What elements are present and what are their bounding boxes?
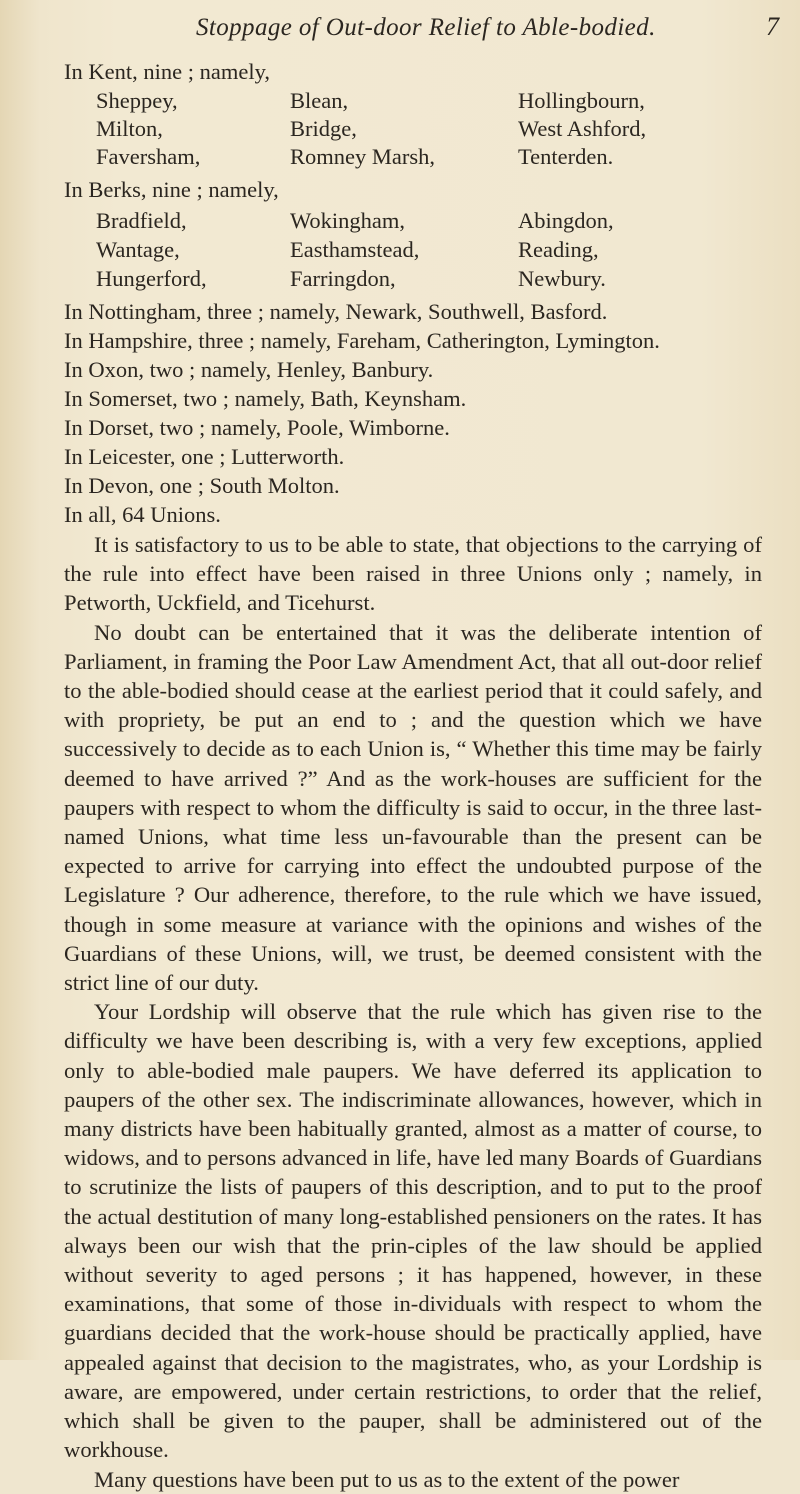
list-item: Newbury. — [518, 266, 606, 291]
county-line: In Oxon, two ; namely, Henley, Banbury. — [64, 357, 434, 382]
berks-intro: In Berks, nine ; namely, — [64, 177, 279, 202]
list-item: Hollingbourn, — [518, 88, 645, 113]
header-title: Stoppage of Out-door Relief to Able-bodied. — [196, 14, 656, 41]
list-item: Wantage, — [96, 237, 180, 262]
list-item: Sheppey, — [96, 88, 178, 113]
paragraph: It is satisfactory to us to be able to state, that objections to the carrying of the rule into effect have been raised in three Unions only ; namely, in Petworth, Uckfield, and Ticehurst. — [64, 532, 762, 616]
paragraph: Many questions have been put to us as to the extent of the power — [94, 1466, 680, 1492]
body-text — [64, 530, 762, 1494]
list-item: Farringdon, — [290, 266, 396, 291]
list-item: Bradfield, — [96, 208, 187, 233]
list-item: Abingdon, — [518, 208, 614, 233]
list-item: Romney Marsh, — [290, 144, 435, 169]
list-item: West Ashford, — [518, 116, 647, 141]
list-item: Hungerford, — [96, 266, 207, 291]
list-item: Wokingham, — [290, 208, 406, 233]
paragraph: Your Lordship will observe that the rule which has given rise to the difficulty we have been describing is, with a very few exceptions, applied only to able-bodied male paupers. We have deferred its application to paupers of the other sex. The indiscriminate allowances, however, which in many districts have been habitually granted, almost as a matter of course, to widows, and to persons advanced in life, have led many Boards of Guardians to scrutinize the lists of paupers of this description, and to put to the proof the actual destitution of many long-established pensioners on the rates. It has always been our wish that the prin-ciples of the law should be applied without severity to aged persons ; it has happened, however, in these examinations, that some of those in-dividuals with respect to whom the guardians decided that the work-house should be practically applied, have appealed against that decision to the magistrates, who, as your Lordship is aware, are empowered, under certain restrictions, to order that the relief, which shall be given to the pauper, shall be administered out of the workhouse. — [64, 999, 762, 1463]
list-item: Reading, — [518, 237, 599, 262]
paragraph: No doubt can be entertained that it was the deliberate intention of Parliament, in framing the Poor Law Amendment Act, that all out-door relief to the able-bodied should cease at the earliest period that it could safely, and with propriety, be put an end to ; and the question which we have successively to decide as to each Union is, “ Whether this time may be fairly deemed to have arrived ?” And as the work-houses are sufficient for the paupers with respect to whom the difficulty is said to occur, in the three last-named Unions, what time less un-favourable than the present can be expected to arrive for carrying into effect the undoubted purpose of the Legislature ? Our adherence, therefore, to the rule which we have issued, though in some measure at variance with the opinions and wishes of the Guardians of these Unions, will, we trust, be deemed consistent with the strict line of our duty. — [64, 619, 762, 996]
list-item: Blean, — [290, 88, 349, 113]
list-item: Milton, — [96, 116, 163, 141]
county-line: In Devon, one ; South Molton. — [64, 473, 340, 498]
county-line: In Nottingham, three ; namely, Newark, Southwell, Basford. — [64, 299, 608, 324]
running-header — [0, 12, 800, 46]
county-line: In Somerset, two ; namely, Bath, Keynsham. — [64, 386, 467, 411]
list-item: Easthamstead, — [290, 237, 420, 262]
list-item: Bridge, — [290, 116, 357, 141]
county-line: In Dorset, two ; namely, Poole, Wimborne. — [64, 415, 450, 440]
union-total: In all, 64 Unions. — [64, 502, 221, 527]
page-number: 7 — [766, 12, 779, 41]
kent-intro: In Kent, nine ; namely, — [64, 59, 270, 84]
county-line: In Hampshire, three ; namely, Fareham, Catherington, Lymington. — [64, 328, 660, 353]
list-item: Faversham, — [96, 144, 201, 169]
county-line: In Leicester, one ; Lutterworth. — [64, 444, 345, 469]
list-item: Tenterden. — [518, 144, 614, 169]
